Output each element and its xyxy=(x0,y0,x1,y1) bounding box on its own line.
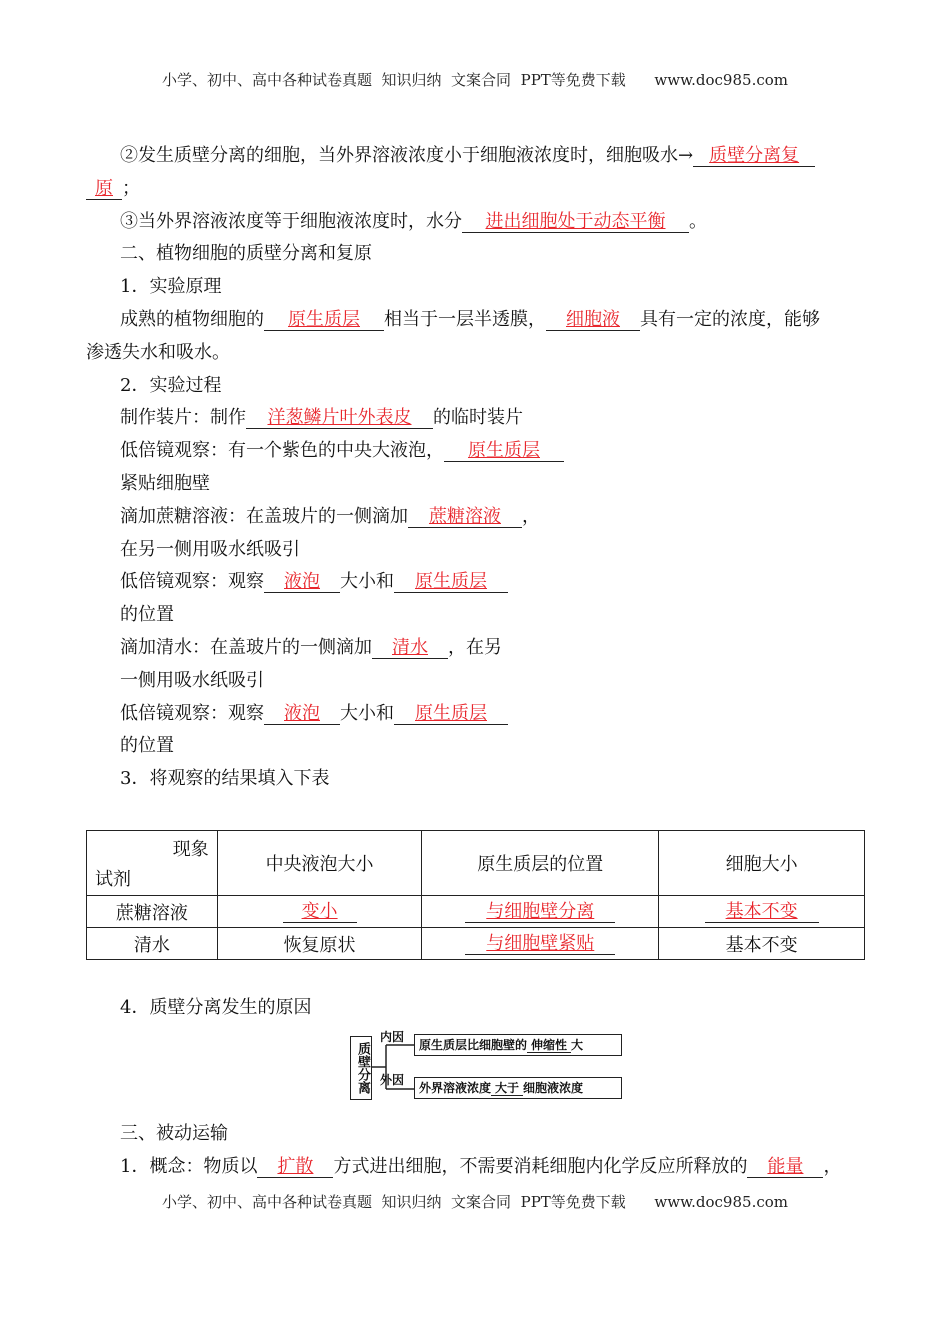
step-observe-1-cont: 紧贴细胞壁 xyxy=(120,473,210,494)
outer-cause-label: 外因 xyxy=(380,1073,405,1087)
reagent-cell: 清水 xyxy=(87,928,218,960)
answer-blank: 蔗糖溶液 xyxy=(408,507,522,528)
section-title-2: 二、植物细胞的质壁分离和复原 xyxy=(120,243,372,264)
text: ②发生质壁分离的细胞，当外界溶液浓度小于细胞液浓度时，细胞吸水→ xyxy=(120,145,694,166)
page-header: 小学、初中、高中各种试卷真题 知识归纳 文案合同 PPT等免费下载 www.doc985.com xyxy=(161,71,788,89)
table-header-row xyxy=(87,831,865,896)
inner-cause-box: 原生质层比细胞壁的 伸缩性 大 xyxy=(414,1034,622,1056)
text: 制作装片：制作 xyxy=(120,407,246,428)
text: ， xyxy=(823,1156,842,1177)
value-cell: 恢复原状 xyxy=(217,928,422,960)
column-header: 原生质层的位置 xyxy=(422,831,659,896)
outer-cause-box: 外界溶液浓度 大于 细胞液浓度 xyxy=(414,1077,622,1099)
answer-blank: 原生质层 xyxy=(394,572,508,593)
step-observe-1 xyxy=(120,440,564,462)
corner-top-label: 现象 xyxy=(172,839,209,860)
text: 滴加清水：在盖玻片的一侧滴加 xyxy=(120,637,372,658)
answer-blank: 清水 xyxy=(372,638,448,659)
inner-cause-label: 内因 xyxy=(380,1030,405,1044)
text: 滴加蔗糖溶液：在盖玻片的一侧滴加 xyxy=(120,506,408,527)
step-add-sucrose-cont: 在另一侧用吸水纸吸引 xyxy=(120,539,300,560)
paragraph-principle xyxy=(120,309,820,331)
corner-cell xyxy=(87,831,218,896)
text: 相当于一层半透膜， xyxy=(384,309,546,330)
paragraph-equilibrium xyxy=(120,211,707,233)
text: ③当外界溶液浓度等于细胞液浓度时，水分 xyxy=(120,211,462,232)
diagram-root: 质壁分离 xyxy=(350,1036,372,1100)
answer-cell: 与细胞壁分离 xyxy=(422,896,659,928)
table-row xyxy=(87,928,865,960)
text: 的临时装片 xyxy=(433,407,523,428)
answer-blank: 原生质层 xyxy=(394,704,508,725)
paragraph-plasmolysis-recovery-cont xyxy=(86,178,140,200)
text: 具有一定的浓度，能够 xyxy=(640,309,820,330)
answer-blank: 液泡 xyxy=(264,704,340,725)
text: 方式进出细胞，不需要消耗细胞内化学反应所释放的 xyxy=(333,1156,748,1177)
text: ，在另 xyxy=(448,637,502,658)
page-footer: 小学、初中、高中各种试卷真题 知识归纳 文案合同 PPT等免费下载 www.doc985.com xyxy=(161,1193,788,1211)
step-observe-3 xyxy=(120,703,508,725)
step-add-sucrose xyxy=(120,506,540,528)
text: 1．概念：物质以 xyxy=(120,1156,258,1177)
answer-blank: 原 xyxy=(86,179,122,200)
paragraph-concept xyxy=(120,1156,841,1178)
column-header: 细胞大小 xyxy=(659,831,865,896)
cause-diagram xyxy=(350,1030,620,1100)
text: 低倍镜观察：观察 xyxy=(120,703,264,724)
answer-blank: 进出细胞处于动态平衡 xyxy=(462,212,689,233)
subsection-results: 3．将观察的结果填入下表 xyxy=(120,768,330,789)
answer-blank: 细胞液 xyxy=(546,310,640,331)
step-observe-3-cont: 的位置 xyxy=(120,735,174,756)
results-table xyxy=(86,830,865,960)
subsection-cause: 4．质壁分离发生的原因 xyxy=(120,997,312,1018)
subsection-principle: 1．实验原理 xyxy=(120,276,222,297)
text: 成熟的植物细胞的 xyxy=(120,309,264,330)
text: 低倍镜观察：观察 xyxy=(120,571,264,592)
answer-blank: 原生质层 xyxy=(444,441,564,462)
step-add-water xyxy=(120,637,502,659)
text: 。 xyxy=(689,211,707,232)
answer-cell: 与细胞壁紧贴 xyxy=(422,928,659,960)
answer-blank: 液泡 xyxy=(264,572,340,593)
answer-blank: 原生质层 xyxy=(264,310,384,331)
answer-blank: 扩散 xyxy=(257,1157,333,1178)
answer-blank: 能量 xyxy=(747,1157,823,1178)
answer-blank: 质壁分离复 xyxy=(693,146,815,167)
text: 大小和 xyxy=(340,571,394,592)
answer-cell: 基本不变 xyxy=(659,896,865,928)
column-header: 中央液泡大小 xyxy=(217,831,422,896)
table-row xyxy=(87,896,865,928)
step-make-slide xyxy=(120,407,523,429)
corner-bottom-label: 试剂 xyxy=(95,869,131,890)
text: 大小和 xyxy=(340,703,394,724)
section-title-3: 三、被动运输 xyxy=(120,1123,228,1144)
text: 低倍镜观察：有一个紫色的中央大液泡， xyxy=(120,440,444,461)
paragraph-principle-cont: 渗透失水和吸水。 xyxy=(86,342,230,363)
text: ； xyxy=(122,178,140,199)
subsection-process: 2．实验过程 xyxy=(120,375,222,396)
paragraph-plasmolysis-recovery xyxy=(120,145,815,167)
step-observe-2 xyxy=(120,571,508,593)
step-add-water-cont: 一侧用吸水纸吸引 xyxy=(120,670,264,691)
text: ， xyxy=(522,506,540,527)
reagent-cell: 蔗糖溶液 xyxy=(87,896,218,928)
step-observe-2-cont: 的位置 xyxy=(120,604,174,625)
value-cell: 基本不变 xyxy=(659,928,865,960)
answer-blank: 洋葱鳞片叶外表皮 xyxy=(246,408,433,429)
answer-cell: 变小 xyxy=(217,896,422,928)
